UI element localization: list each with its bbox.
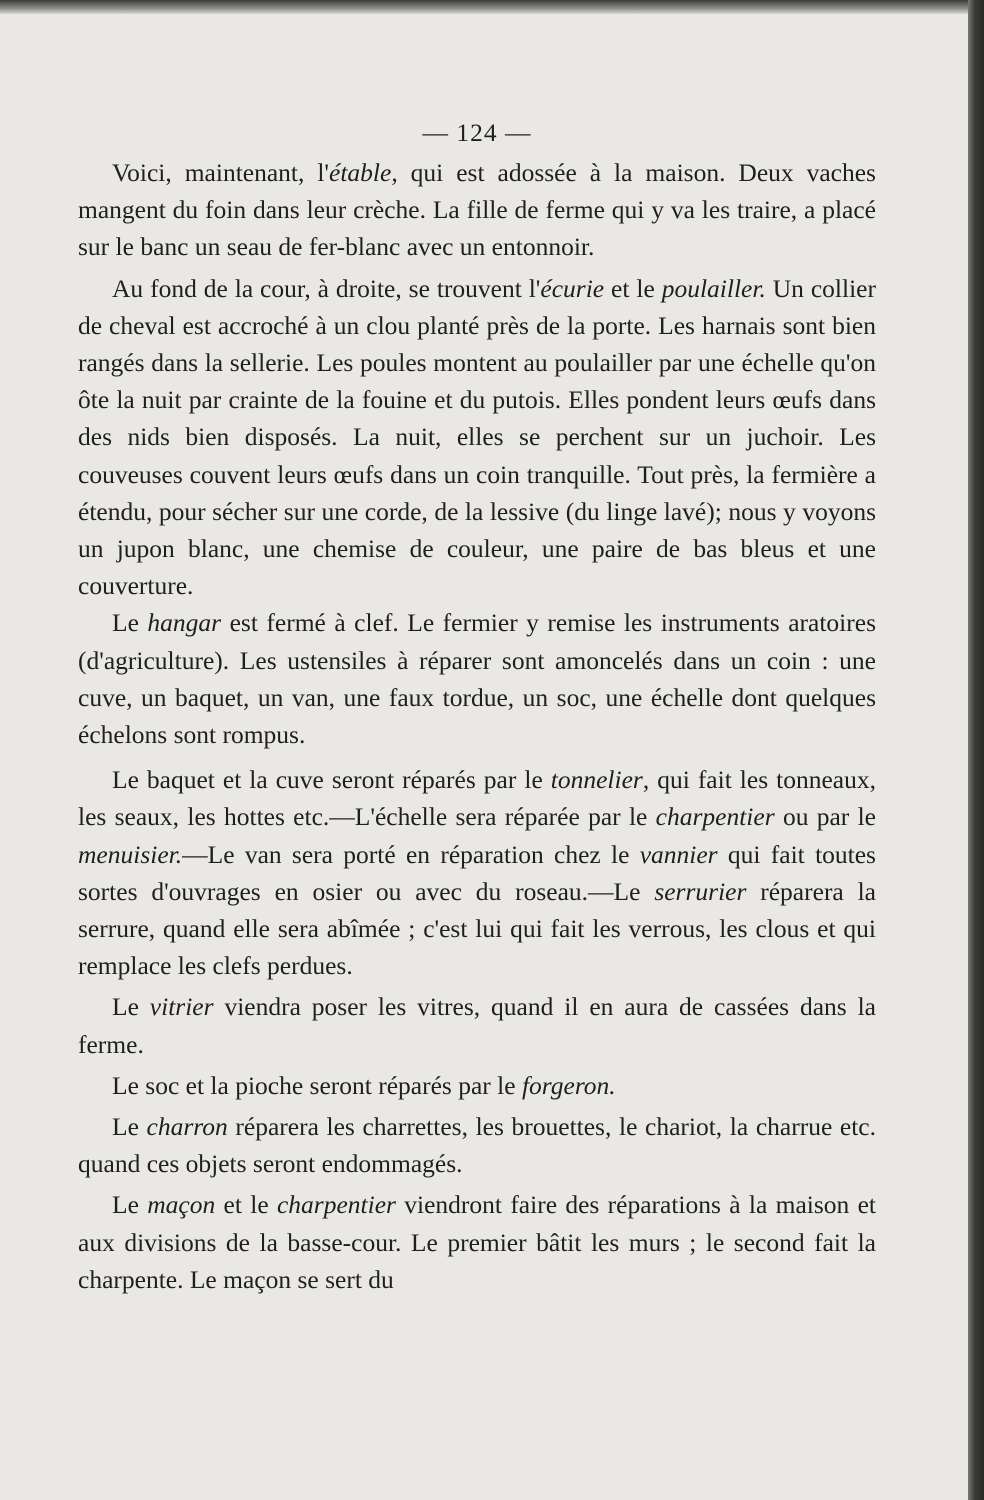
text-run: , qui fait les tonneaux, les seaux, les hottes etc.—L'échelle sera réparée par le [78,765,876,832]
italic-term: poulailler. [661,273,766,303]
text-run: qui fait toutes sortes d'ouvrages en osier ou avec du roseau.—Le [78,839,876,906]
text-run: qui est adossée à la maison. Deux vaches mangent du foin dans leur crèche. La fille de ferme qui y va les traire, a placé sur le banc un seau de fer-blanc avec un entonnoir. [78,158,876,262]
paragraph-charron [78,1108,876,1182]
paragraph-etable [78,154,876,266]
text-run: Voici, maintenant, l' [112,158,330,187]
scan-right-edge [968,0,984,1500]
text-run: —Le van sera porté en réparation chez le [182,839,640,869]
italic-term: tonnelier [550,765,643,795]
paragraph-artisans [78,761,876,984]
italic-term: serrurier [654,876,747,906]
text-run: viendra poser les vitres, quand il en aura de cassées dans la ferme. [78,992,876,1059]
paragraph-hangar [78,604,876,753]
italic-term: étable, [329,158,398,187]
text-run: Le [112,992,150,1022]
paragraph-forgeron [78,1067,876,1104]
text-run: et le [215,1190,277,1220]
text-run: Un collier de cheval est accroché à un clou planté près de la porte. Les harnais sont bien rangés dans la sellerie. Les poules montent au poulailler par une échelle qu'on ôte la nuit par crainte de la fouine et du putois. Elles pondent leurs œufs dans des nids bien disposés. La nuit, elles se perchent sur un juchoir. Les couveuses couvent leurs œufs dans un coin tranquille. Tout près, la fermière a étendu, pour sécher sur une corde, de la lessive (du linge lavé); nous y voyons un jupon blanc, une chemise de couleur, une paire de bas bleus et une couverture. [78,273,876,601]
paragraph-poulailler [78,270,876,605]
text-run: Le [112,1112,147,1142]
italic-term: charpentier [276,1190,396,1220]
italic-term: hangar [147,608,222,638]
italic-term: maçon [147,1190,216,1220]
italic-term: charron [146,1112,228,1142]
italic-term: forgeron. [521,1070,616,1100]
page-text [78,112,876,1298]
italic-term: charpentier [655,802,775,832]
italic-term: vitrier [149,992,214,1022]
paragraph-macon [78,1186,876,1298]
text-run: viendront faire des réparations à la maison et aux divisions de la basse-cour. Le premier bâtit les murs ; le second fait la charpente. Le maçon se sert du [78,1190,876,1294]
text-run: réparera les charrettes, les brouettes, le chariot, la charrue etc. quand ces objets seront endommagés. [78,1112,876,1179]
scan-top-edge [0,0,984,14]
paragraph-vitrier [78,988,876,1062]
text-run: Le [112,608,148,638]
text-run: est fermé à clef. Le fermier y remise les instruments aratoires (d'agriculture). Les ustensiles à réparer sont amoncelés dans un coin : une cuve, un baquet, un van, une faux tordue, un soc, une échelle dont quelques échelons sont rompus. [78,608,877,750]
text-run: Le soc et la pioche seront réparés par le [112,1070,522,1100]
text-run: et le [604,273,662,303]
text-run: Le baquet et la cuve seront réparés par le [112,765,551,795]
italic-term: écurie [540,273,605,303]
text-run: réparera la serrure, quand elle sera abîmée ; c'est lui qui fait les verrous, les clous et qui remplace les clefs perdues. [78,876,876,981]
page-number: — 124 — [422,118,532,147]
text-run: Le [112,1190,148,1220]
text-run: Au fond de la cour, à droite, se trouvent l' [112,273,541,303]
text-run: ou par le [774,802,876,832]
italic-term: vannier [639,839,718,869]
italic-term: menuisier. [78,839,183,869]
